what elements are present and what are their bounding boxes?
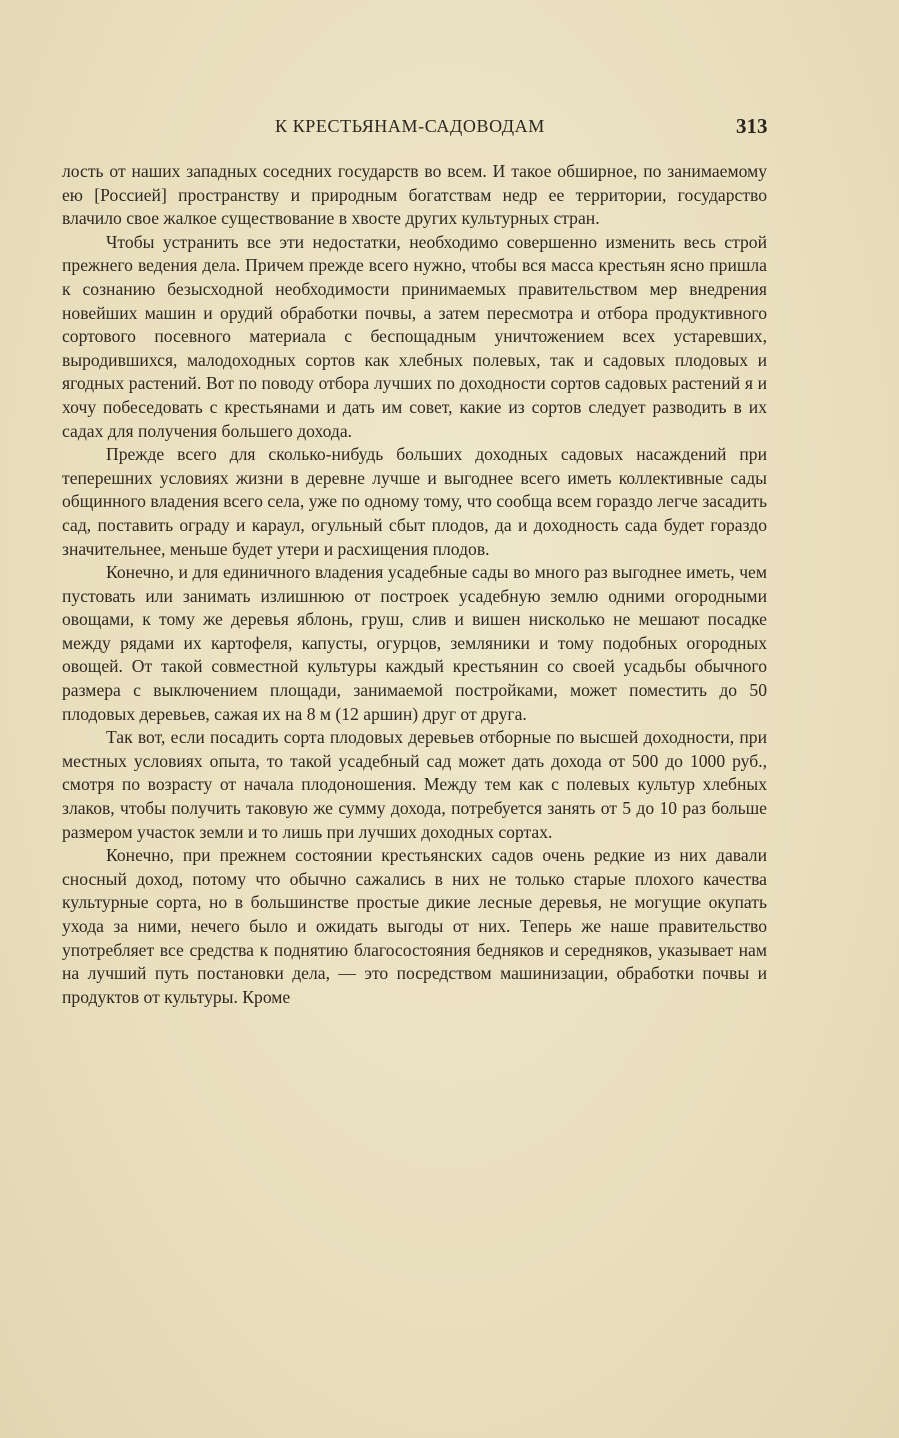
paragraph-3: Прежде всего для сколько-нибудь больших доходных садовых насаждений при теперешних условиях жизни в деревне лучше и выгоднее всего иметь коллективные сады общинного владения всего села, уже по одному тому, что сообща всем гораздо легче засадить сад, поставить ограду и караул, огульный сбыт плодов, да и доходность сада будет гораздо значительнее, меньше будет утери и расхищения плодов. [62,444,767,559]
paragraph-6: Конечно, при прежнем состоянии крестьянских садов очень редкие из них давали сносный доход, потому что обычно сажались в них не только старые плохого качества культурные сорта, но в большинстве простые дикие лесные деревья, не могущие окупать ухода за ними, нечего было и ожидать выгоды от них. Теперь же наше правительство употребляет все средства к поднятию благосостояния бедняков и середняков, указывает нам на лучший путь постановки дела, — это посредством машинизации, обработки почвы и продуктов от культуры. Кроме [62,845,767,1007]
running-head [0,114,899,140]
paragraph-4: Конечно, и для единичного владения усадебные сады во много раз выгоднее иметь, чем пустовать или занимать излишнюю от построек усадебную землю одними огородными овощами, к тому же деревья яблонь, груш, слив и вишен нисколько не мешают посадке между рядами их картофеля, капусты, огурцов, земляники и тому подобных огородных овощей. От такой совместной культуры каждый крестьянин со своей усадьбы обычного размера с выключением площади, занимаемой постройками, может поместить до 50 плодовых деревьев, сажая их на 8 м (12 аршин) друг от друга. [62,562,767,724]
paragraph-1: лость от наших западных соседних государств во всем. И такое обширное, по занимаемому ею [Россией] пространству и природным богатствам недр ее территории, государство влачило свое жалкое существование в хвосте других культурных стран. [62,161,767,229]
paragraph-2: Чтобы устранить все эти недостатки, необходимо совершенно изменить весь строй прежнего ведения дела. Причем прежде всего нужно, чтобы вся масса крестьян ясно пришла к сознанию безысходной необходимости принимаемых правительством мер внедрения новейших машин и орудий обработки почвы, а затем пересмотра и отбора продуктивного сортового посевного материала с беспощадным уничтожением всех устаревших, выродившихся, малодоходных сортов как хлебных полевых, так и садовых плодовых и ягодных растений. Вот по поводу отбора лучших по доходности сортов садовых растений я и хочу побеседовать с крестьянами и дать им совет, какие из сортов следует разводить в их садах для получения большего дохода. [62,231,767,441]
page-number: 313 [736,114,768,138]
body-text [62,160,767,1009]
paragraph-5: Так вот, если посадить сорта плодовых деревьев отборные по высшей доходности, при местных условиях опыта, то такой усадебный сад может дать дохода от 500 до 1000 руб., смотря по возрасту от начала плодоношения. Между тем как с полевых культур хлебных злаков, чтобы получить таковую же сумму дохода, потребуется занять от 5 до 10 раз больше размером участок земли и то лишь при лучших доходных сортах. [62,727,767,842]
running-title: К КРЕСТЬЯНАМ-САДОВОДАМ [275,116,545,136]
